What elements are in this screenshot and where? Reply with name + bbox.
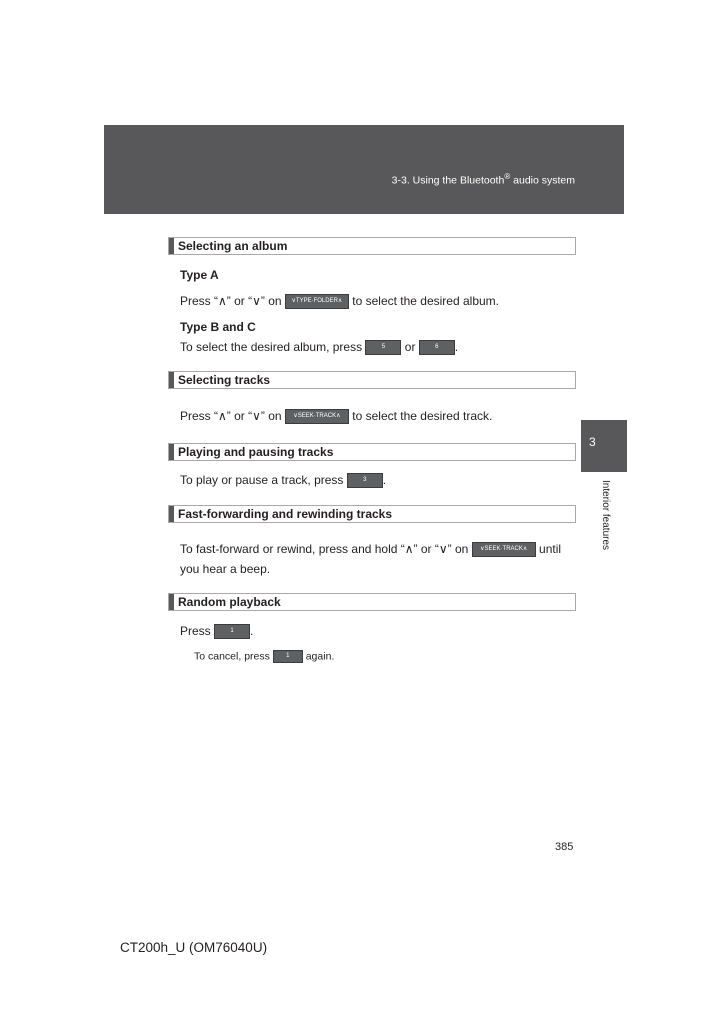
instruction-text: Press: [180, 624, 215, 638]
album-instruction-bc: [180, 340, 458, 355]
section-header-ffrw: [168, 505, 576, 523]
instruction-text: To play or pause a track, press: [180, 473, 347, 487]
instruction-text: .: [454, 340, 459, 354]
section-header-album: [168, 237, 576, 255]
type-bc-heading: Type B and C: [180, 320, 256, 334]
document-footer: CT200h_U (OM76040U): [120, 940, 268, 955]
instruction-text: to select the desired album.: [348, 294, 500, 308]
random-instruction: [180, 624, 253, 639]
instruction-text: To fast-forward or rewind, press and hold “∧” or “∨” on: [180, 542, 472, 556]
type-a-heading: Type A: [180, 268, 219, 282]
instruction-text: .: [250, 624, 254, 638]
instruction-text: To select the desired album, press: [180, 340, 366, 354]
section-title: Playing and pausing tracks: [178, 445, 334, 459]
instruction-text: to select the desired track.: [348, 409, 493, 423]
playing-instruction: [180, 473, 386, 488]
section-marker: [169, 506, 174, 522]
instruction-text: until: [535, 542, 562, 556]
preset-1-button: 1: [214, 624, 250, 639]
chapter-title-suffix: audio system: [510, 174, 575, 187]
type-folder-button: ∨TYPE·FOLDER∧: [285, 294, 349, 309]
instruction-text: Press “∧” or “∨” on: [180, 294, 285, 308]
section-title: Fast-forwarding and rewinding tracks: [178, 507, 393, 521]
registered-mark: ®: [504, 172, 511, 181]
instruction-text: or: [401, 340, 419, 354]
section-header-playing: [168, 443, 576, 461]
preset-3-button: 3: [347, 473, 383, 488]
section-header-random: [168, 593, 576, 611]
preset-1-button: 1: [273, 650, 303, 663]
note-text: again.: [302, 650, 335, 663]
tracks-instruction: [180, 409, 492, 424]
chapter-tab: [581, 420, 627, 472]
seek-track-button: ∨SEEK·TRACK∧: [285, 409, 349, 424]
chapter-header: [104, 125, 624, 214]
instruction-text: .: [382, 473, 387, 487]
section-marker: [169, 444, 174, 460]
ffrw-instruction-line1: [180, 542, 561, 557]
ffrw-instruction-line2: you hear a beep.: [180, 562, 271, 576]
seek-track-button: ∨SEEK·TRACK∧: [472, 542, 536, 557]
chapter-tab-label: Interior features: [600, 480, 611, 551]
section-marker: [169, 372, 174, 388]
section-title: Selecting an album: [178, 239, 288, 253]
chapter-title-text: 3-3. Using the Bluetooth: [391, 174, 505, 187]
section-title: Random playback: [178, 595, 281, 609]
section-marker: [169, 238, 174, 254]
random-cancel-note: [194, 650, 334, 663]
section-marker: [169, 594, 174, 610]
note-text: To cancel, press: [194, 650, 273, 663]
section-header-tracks: [168, 371, 576, 389]
section-title: Selecting tracks: [178, 373, 271, 387]
preset-6-button: 6: [419, 340, 455, 355]
album-instruction-a: [180, 294, 499, 309]
preset-5-button: 5: [365, 340, 401, 355]
chapter-tab-number: 3: [589, 435, 596, 449]
instruction-text: Press “∧” or “∨” on: [180, 409, 285, 423]
chapter-title: [392, 172, 575, 187]
page-number: 385: [555, 841, 574, 853]
